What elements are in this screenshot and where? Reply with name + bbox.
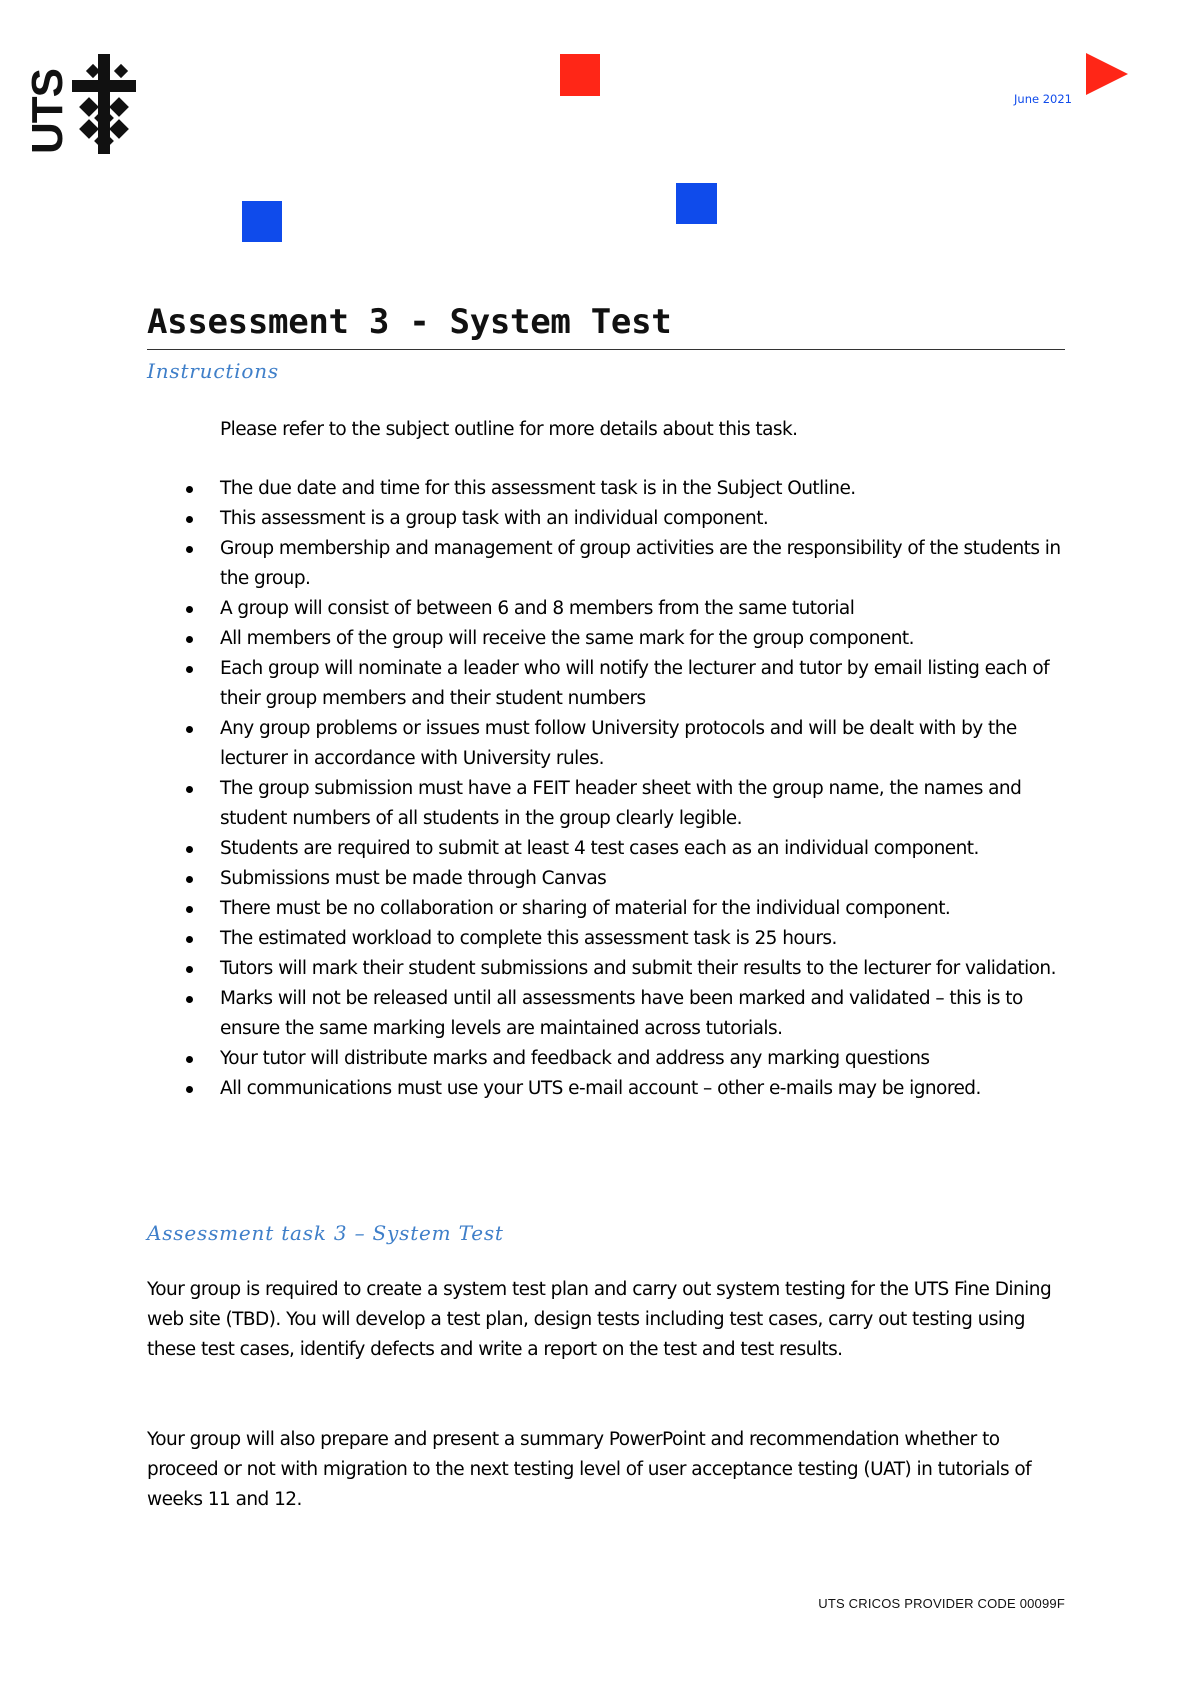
list-item: Submissions must be made through Canvas [180, 864, 1072, 894]
task-description-paragraph: Your group is required to create a system test plan and carry out system testing for the UTS Fine Dining web site (TBD). You will develop a test plan, design tests including test cases, carry out testing using these test cases, identify defects and write a report on the test and test results. [147, 1279, 1052, 1360]
svg-text:UTS: UTS [23, 69, 72, 154]
list-item: The group submission must have a FEIT header sheet with the group name, the names and student numbers of all students in the group clearly legible. [180, 774, 1072, 834]
list-item: Any group problems or issues must follow University protocols and will be dealt with by the lecturer in accordance with University rules. [180, 714, 1072, 774]
bullet-icon [186, 876, 193, 883]
instructions-list [180, 474, 1072, 1104]
bullet-icon [186, 906, 193, 913]
list-item: Your tutor will distribute marks and feedback and address any marking questions [180, 1044, 1072, 1074]
blue-square-decoration [242, 201, 282, 242]
bullet-icon [186, 726, 193, 733]
intro-text: Please refer to the subject outline for more details about this task. [220, 419, 798, 440]
red-square-decoration [560, 54, 600, 96]
list-item: The due date and time for this assessment task is in the Subject Outline. [180, 474, 1072, 504]
document-date: June 2021 [1014, 92, 1072, 106]
title-divider [147, 349, 1065, 350]
bullet-icon [186, 996, 193, 1003]
bullet-icon [186, 606, 193, 613]
list-item: All communications must use your UTS e-mail account – other e-mails may be ignored. [180, 1074, 1072, 1104]
bullet-icon [186, 846, 193, 853]
bullet-icon [186, 1056, 193, 1063]
bullet-icon [186, 786, 193, 793]
blue-square-decoration [676, 183, 717, 224]
list-item: Each group will nominate a leader who will notify the lecturer and tutor by email listing each of their group members and their student numbers [180, 654, 1072, 714]
uts-logo [23, 52, 140, 158]
bullet-icon [186, 546, 193, 553]
page-title: Assessment 3 - System Test [147, 302, 672, 342]
list-item: Marks will not be released until all assessments have been marked and validated – this is to ensure the same marking levels are maintained across tutorials. [180, 984, 1072, 1044]
bullet-icon [186, 666, 193, 673]
list-item: A group will consist of between 6 and 8 members from the same tutorial [180, 594, 1072, 624]
bullet-icon [186, 936, 193, 943]
list-item: There must be no collaboration or sharing of material for the individual component. [180, 894, 1072, 924]
bullet-icon [186, 636, 193, 643]
list-item: Students are required to submit at least 4 test cases each as an individual component. [180, 834, 1072, 864]
presentation-paragraph: Your group will also prepare and present a summary PowerPoint and recommendation whether to proceed or not with migration to the next testing level of user acceptance testing (UAT) in tutorials of weeks 11 and 12. [147, 1429, 1032, 1510]
list-item: Tutors will mark their student submissions and submit their results to the lecturer for validation. [180, 954, 1072, 984]
provider-code-footer: UTS CRICOS PROVIDER CODE 00099F [818, 1596, 1065, 1611]
bullet-icon [186, 516, 193, 523]
list-item: This assessment is a group task with an individual component. [180, 504, 1072, 534]
list-item: Group membership and management of group activities are the responsibility of the students in the group. [180, 534, 1072, 594]
task-heading: Assessment task 3 – System Test [147, 1221, 504, 1245]
bullet-icon [186, 1086, 193, 1093]
instructions-heading: Instructions [147, 359, 279, 383]
red-triangle-decoration [1086, 53, 1128, 95]
bullet-icon [186, 486, 193, 493]
list-item: The estimated workload to complete this assessment task is 25 hours. [180, 924, 1072, 954]
list-item: All members of the group will receive the same mark for the group component. [180, 624, 1072, 654]
bullet-icon [186, 966, 193, 973]
